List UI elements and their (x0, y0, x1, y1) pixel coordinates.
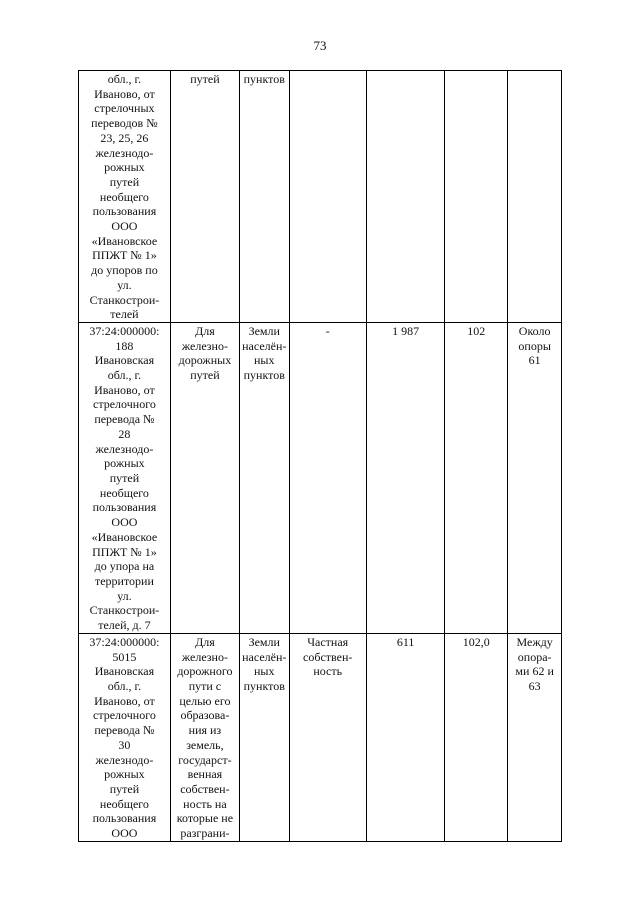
cell-value (445, 71, 508, 323)
cell-location: 37:24:000000: 188 Ивановская обл., г. Иваново, от стрелочного перевода № 28 железнодо- рожных путей необщего пользования ООО «Ивановское ППЖТ № 1» до упора на территории ул. Станкострои- телей, д. 7 (79, 322, 171, 633)
cell-area (366, 71, 444, 323)
cell-note: Около опоры 61 (508, 322, 562, 633)
table-row (79, 633, 562, 841)
cell-ownership: Частная собствен- ность (289, 633, 366, 841)
page-number: 73 (313, 38, 327, 53)
cell-note (508, 71, 562, 323)
cell-location: обл., г. Иваново, от стрелочных переводов № 23, 25, 26 железнодо- рожных путей необщего пользования ООО «Ивановское ППЖТ № 1» до упоров по ул. Станкострои- телей (79, 71, 171, 323)
cell-purpose: Для железно- дорожных путей (170, 322, 239, 633)
cell-category: Земли населён- ных пунктов (239, 633, 289, 841)
cell-note: Между опора- ми 62 и 63 (508, 633, 562, 841)
cell-ownership (289, 71, 366, 323)
cell-value: 102 (445, 322, 508, 633)
cell-category: Земли населён- ных пунктов (239, 322, 289, 633)
cell-area: 1 987 (366, 322, 444, 633)
table-row (79, 71, 562, 323)
table-row (79, 322, 562, 633)
cell-area: 611 (366, 633, 444, 841)
cell-value: 102,0 (445, 633, 508, 841)
cell-purpose: путей (170, 71, 239, 323)
cell-ownership: - (289, 322, 366, 633)
land-plots-table (78, 70, 562, 842)
cell-category: пунктов (239, 71, 289, 323)
cell-purpose: Для железно- дорожного пути с целью его образова- ния из земель, государст- венная собствен- ность на которые не разграни- (170, 633, 239, 841)
cell-location: 37:24:000000: 5015 Ивановская обл., г. Иваново, от стрелочного перевода № 30 железнодо- рожных путей необщего пользования ООО (79, 633, 171, 841)
